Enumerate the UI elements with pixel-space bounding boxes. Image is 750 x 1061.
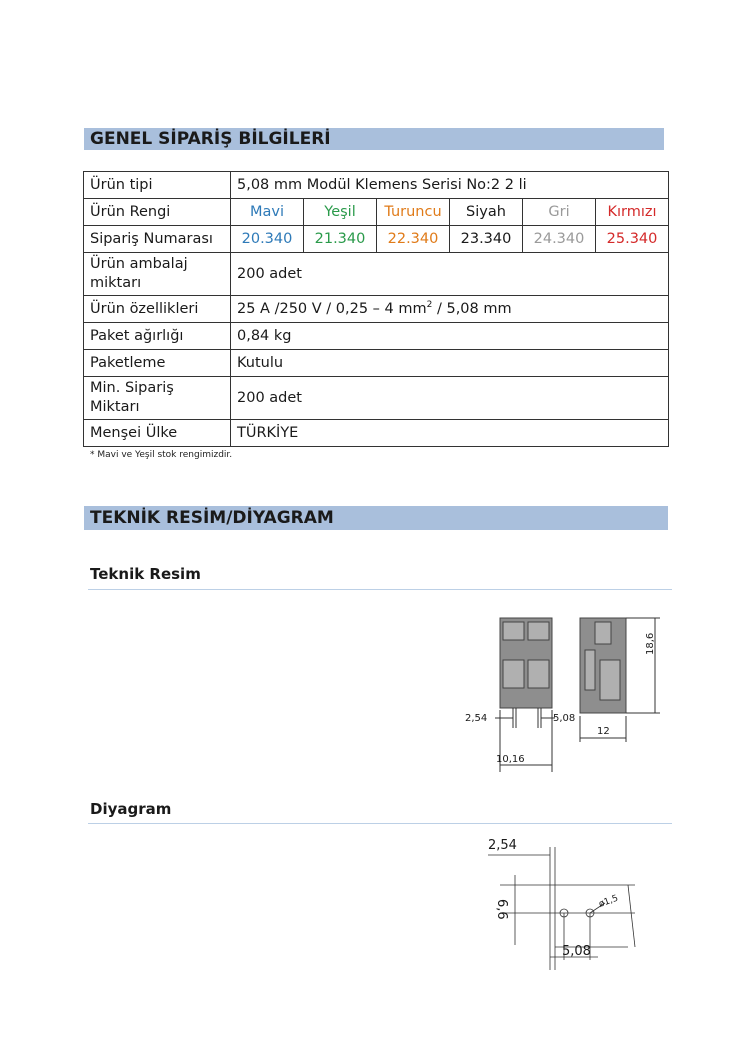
row-label-weight: Paket ağırlığı — [84, 323, 231, 350]
diagram-dim-spacing: 5,08 — [562, 944, 591, 959]
row-label-product-type: Ürün tipi — [84, 172, 231, 199]
row-label-package-qty: Ürün ambalaj miktarı — [84, 253, 231, 296]
table-row — [84, 377, 669, 420]
order-number-turuncu: 22.340 — [377, 226, 450, 253]
color-cell-turuncu: Turuncu — [377, 199, 450, 226]
table-row — [84, 172, 669, 199]
row-label-packaging: Paketleme — [84, 350, 231, 377]
dim-pin: 5,08 — [553, 713, 576, 724]
table-row — [84, 350, 669, 377]
row-label-order-number: Sipariş Numarası — [84, 226, 231, 253]
features-sup: 2 — [426, 299, 433, 310]
stock-note: * Mavi ve Yeşil stok rengimizdir. — [90, 450, 233, 460]
subtitle-technical-drawing: Teknik Resim — [90, 565, 201, 583]
table-row — [84, 323, 669, 350]
order-info-table — [83, 171, 669, 447]
table-row — [84, 253, 669, 296]
package-qty-value: 200 adet — [231, 253, 669, 296]
diagram-dim-pitch: 2,54 — [488, 838, 517, 853]
table-row — [84, 420, 669, 447]
row-label-features: Ürün özellikleri — [84, 296, 231, 323]
dim-height: 18,6 — [645, 632, 656, 655]
diagram-dim-height: 6,6 — [494, 899, 509, 920]
dim-pitch: 2,54 — [465, 713, 488, 724]
weight-value: 0,84 kg — [231, 323, 669, 350]
order-number-mavi: 20.340 — [231, 226, 304, 253]
features-value — [231, 296, 669, 323]
color-cell-siyah: Siyah — [450, 199, 523, 226]
order-number-kirmizi: 25.340 — [596, 226, 669, 253]
table-row — [84, 296, 669, 323]
dim-width: 10,16 — [496, 754, 525, 765]
table-row — [84, 226, 669, 253]
features-text-end: / 5,08 mm — [432, 300, 512, 317]
diagram-dim-hole: ø1,5 — [597, 893, 620, 910]
color-cell-kirmizi: Kırmızı — [596, 199, 669, 226]
table-row — [84, 199, 669, 226]
section-title-technical: TEKNİK RESİM/DİYAGRAM — [84, 506, 668, 530]
min-order-value: 200 adet — [231, 377, 669, 420]
diagram-drawing — [480, 835, 645, 975]
divider — [88, 823, 672, 824]
row-label-min-order: Min. Sipariş Miktarı — [84, 377, 231, 420]
section-title-general: GENEL SİPARİŞ BİLGİLERİ — [84, 128, 664, 150]
color-cell-yesil: Yeşil — [304, 199, 377, 226]
order-number-gri: 24.340 — [523, 226, 596, 253]
divider — [88, 589, 672, 590]
features-text: 25 A /250 V / 0,25 – 4 mm — [237, 300, 427, 317]
origin-value: TÜRKİYE — [231, 420, 669, 447]
order-number-yesil: 21.340 — [304, 226, 377, 253]
packaging-value: Kutulu — [231, 350, 669, 377]
color-cell-gri: Gri — [523, 199, 596, 226]
subtitle-diagram: Diyagram — [90, 800, 172, 818]
product-type-value: 5,08 mm Modül Klemens Serisi No:2 2 li — [231, 172, 669, 199]
technical-drawing — [455, 610, 670, 780]
row-label-product-color: Ürün Rengi — [84, 199, 231, 226]
dim-depth: 12 — [597, 726, 610, 737]
row-label-origin: Menşei Ülke — [84, 420, 231, 447]
order-number-siyah: 23.340 — [450, 226, 523, 253]
color-cell-mavi: Mavi — [231, 199, 304, 226]
